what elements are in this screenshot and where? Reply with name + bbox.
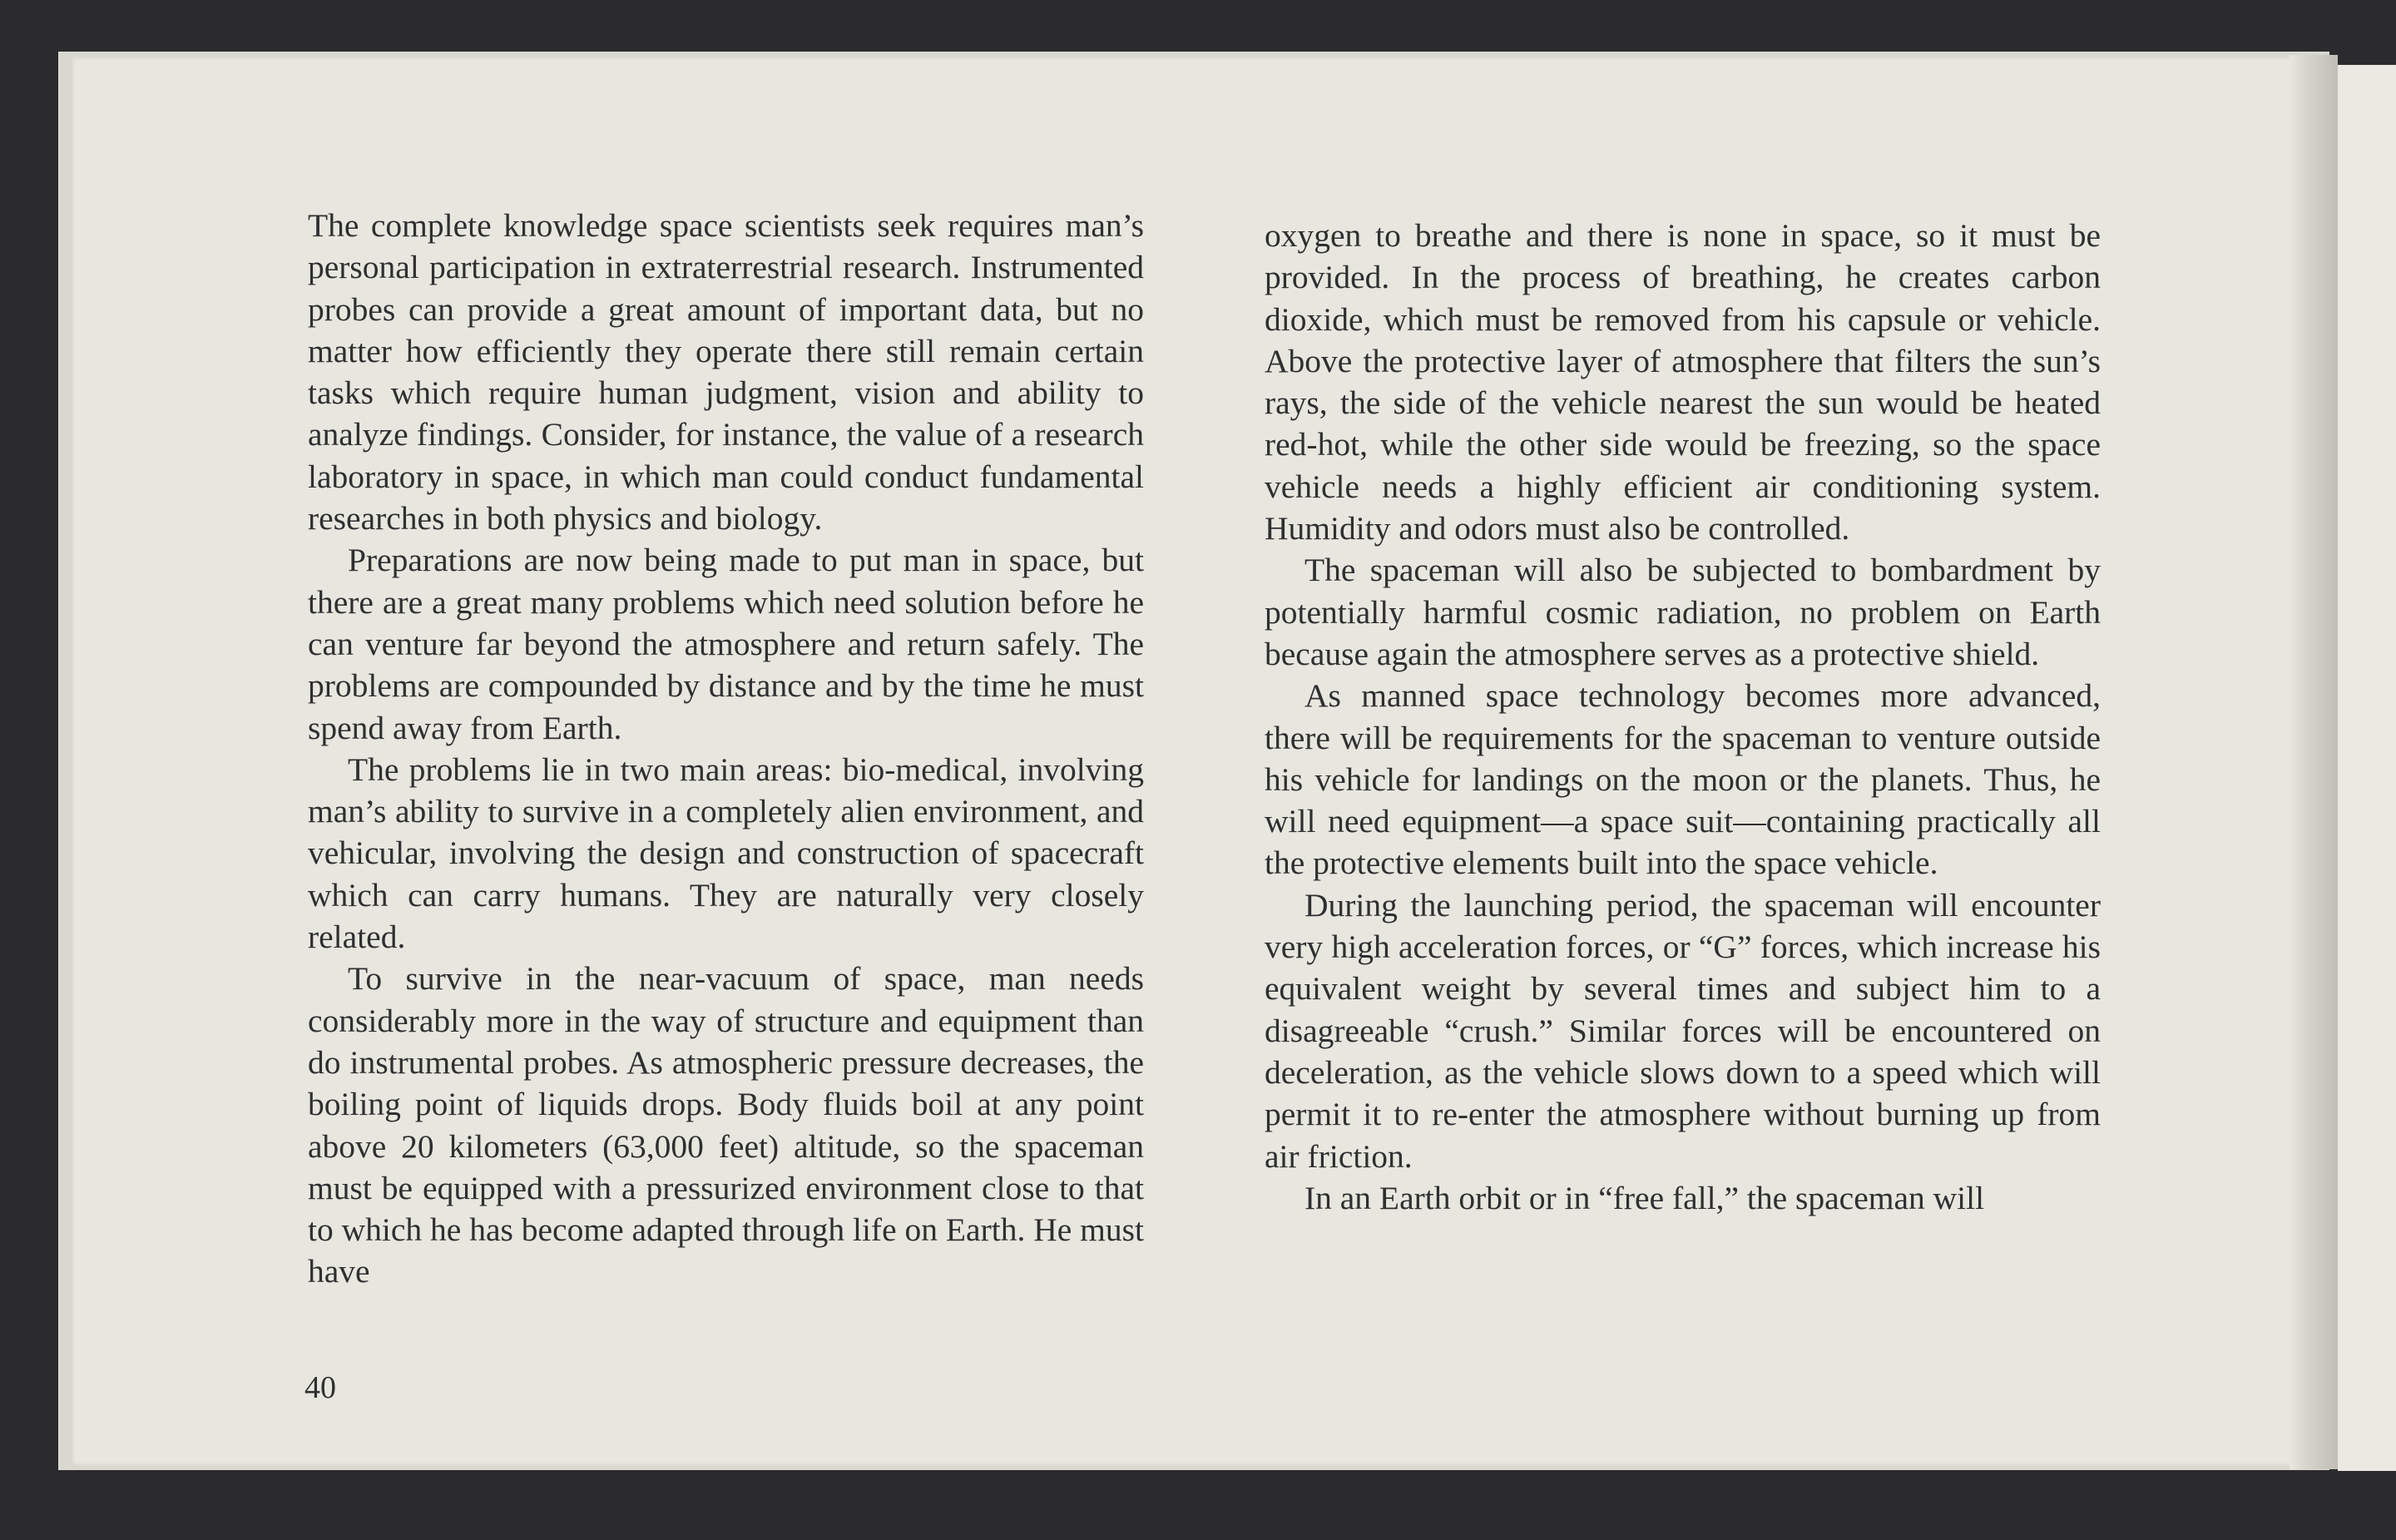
paragraph: The problems lie in two main areas: bio-medical, involving man’s ability to survive in a completely alien environment, and vehicular, involving the design and construction of spacecraft which can carry humans. They are naturally very closely related. <box>308 750 1144 956</box>
paragraph: In an Earth orbit or in “free fall,” the spaceman will <box>1304 1179 1985 1216</box>
paragraph: During the launching period, the spaceman will encounter very high acceleration forces, or “G” forces, which increase his equivalent weight by several times and subject him to a disagreeable “crush.” Similar forces will be encountered on deceleration, as the vehicle slows down to a speed which will permit it to re-enter the atmosphere without burning up from air friction. <box>1265 886 2101 1175</box>
paragraph: Preparations are now being made to put man in space, but there are a great many problems which need solution before he can venture far beyond the atmosphere and return safely. The problems are compounded by distance and by the time he must spend away from Earth. <box>308 542 1144 746</box>
facing-page-edge <box>2338 65 2396 1471</box>
paragraph: The spaceman will also be subjected to bombardment by potentially harmful cosmic radiation, no problem on Earth because again the atmosphere serves as a protective shield. <box>1265 552 2101 672</box>
paragraph: As manned space technology becomes more advanced, there will be requirements for the spaceman to venture outside his vehicle for landings on the moon or the planets. Thus, he will need equipment—a space suit—containing practically all the protective elements built into the space vehicle. <box>1265 677 2101 882</box>
paragraph: The complete knowledge space scientists seek requires man’s personal participation in extraterrestrial research. Instrumented probes can provide a great amount of important data, but no matter how efficiently they operate there still remain certain tasks which require human judgment, vision and ability to analyze findings. Consider, for instance, the value of a research laboratory in space, in which man could conduct fundamental researches in both physics and biology. <box>308 207 1144 537</box>
paragraph: oxygen to breathe and there is none in space, so it must be provided. In the process of breathing, he creates carbon dioxide, which must be removed from his capsule or vehicle. Above the protective layer of atmosphere that filters the sun’s rays, the side of the vehicle nearest the sun would be heated red-hot, while the other side would be freezing, so the space vehicle needs a highly efficient air conditioning system. Humidity and odors must also be controlled. <box>1265 217 2101 547</box>
left-text-column <box>308 205 1144 1293</box>
page-number: 40 <box>304 1370 336 1405</box>
paragraph: To survive in the near-vacuum of space, man needs considerably more in the way of structure and equipment than do instrumental probes. As atmospheric pressure decreases, the boiling point of liquids drops. Body fluids boil at any point above 20 kilometers (63,000 feet) altitude, so the spaceman must be equipped with a pressurized environment close to that to which he has become adapted through life on Earth. He must have <box>308 960 1144 1290</box>
book-gutter <box>2290 55 2338 1469</box>
right-text-column <box>1265 215 2101 1219</box>
